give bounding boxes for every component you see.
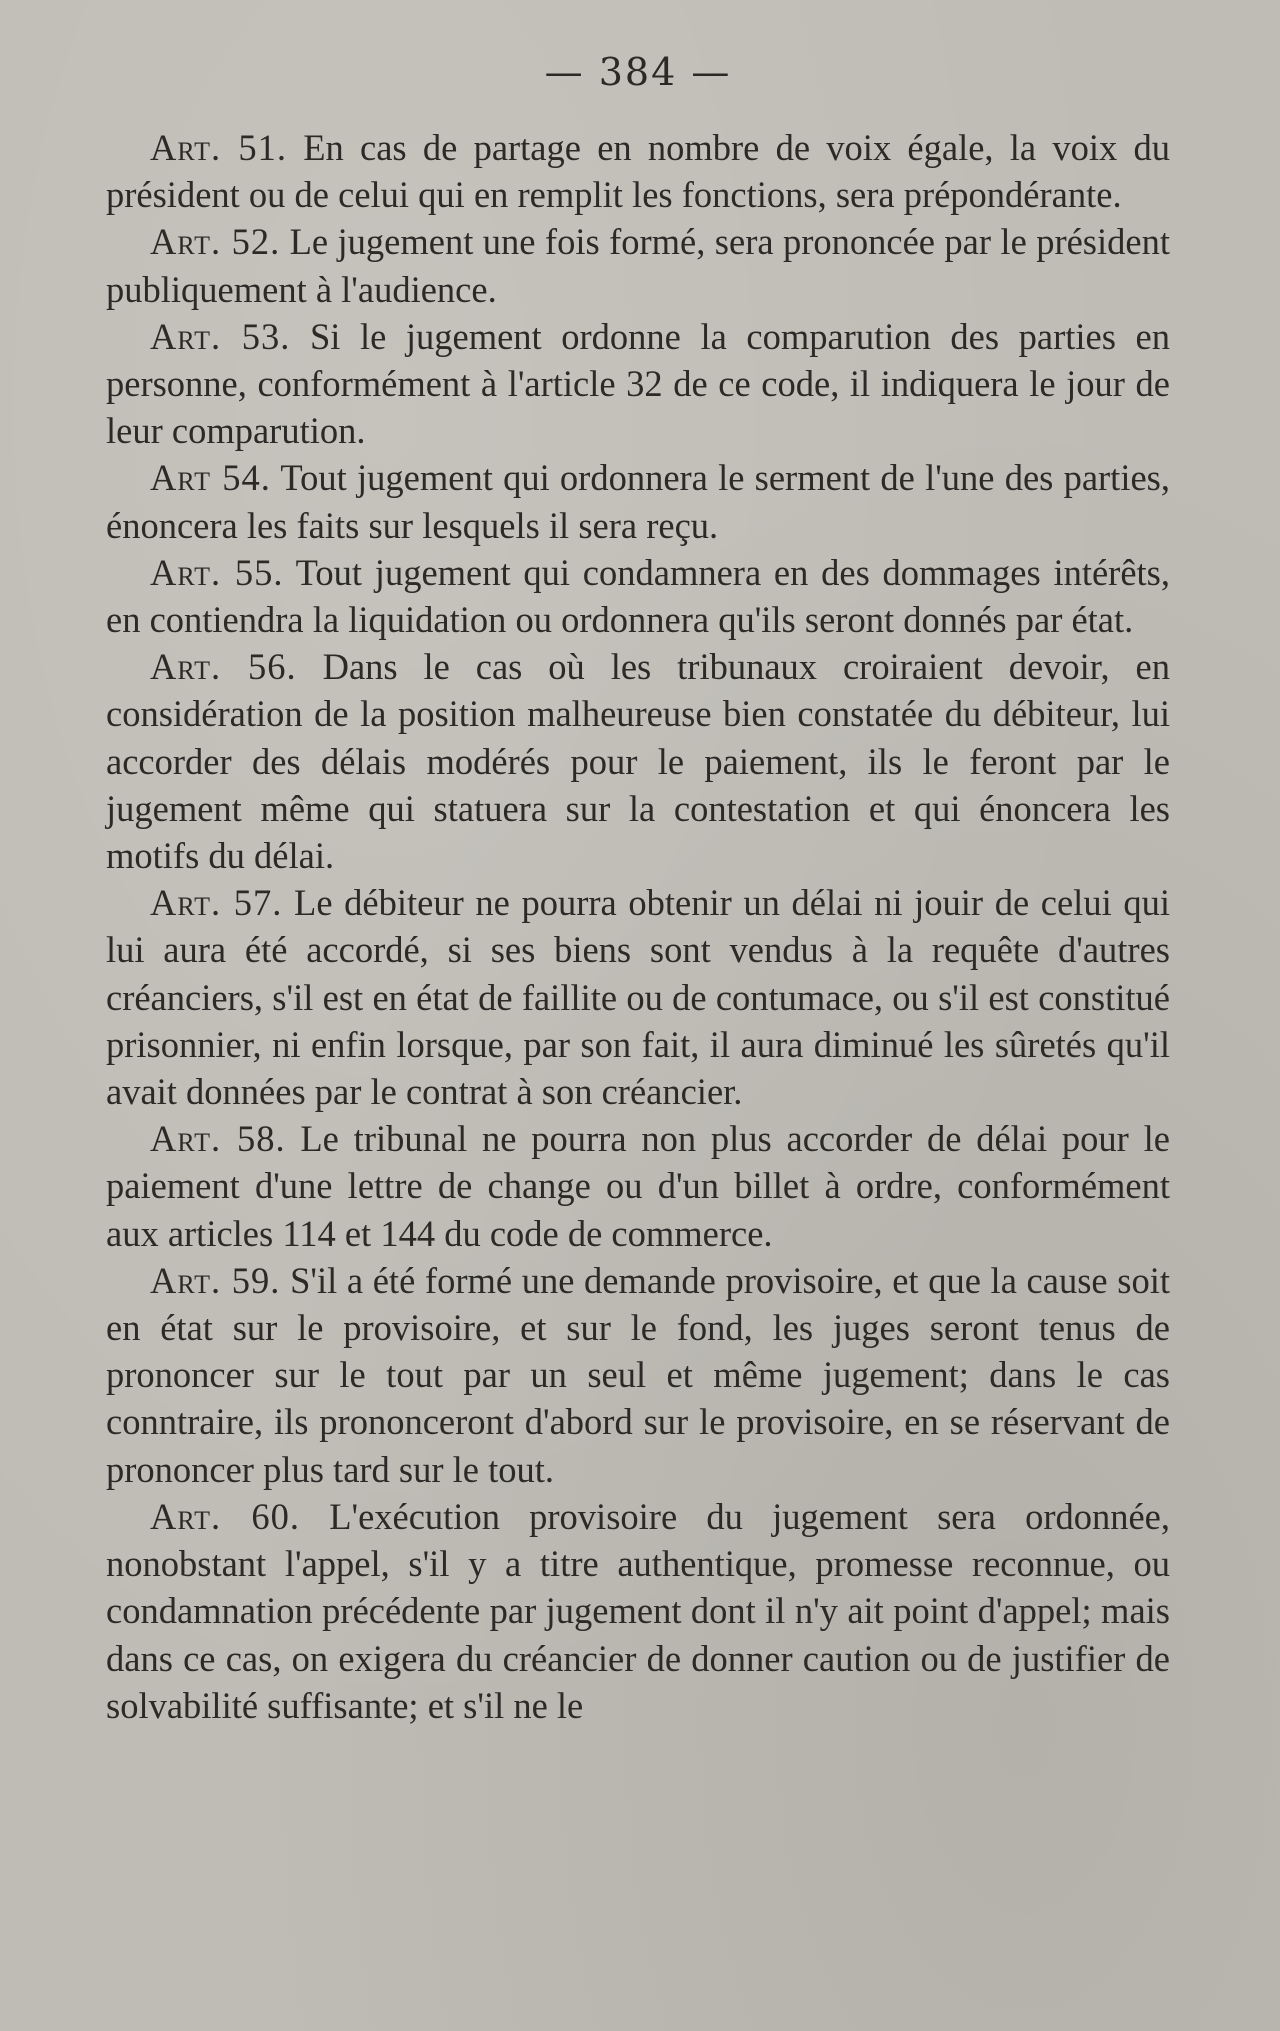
article-text: Le jugement une fois formé, sera prononcée par le président publiquement à l'audience. xyxy=(106,221,1170,310)
article-text: L'exécution provisoire du jugement sera ordonnée, nonobstant l'appel, s'il y a titre authentique, promesse reconnue, ou condamnation précédente par jugement dont il n'y ait point d'appel; mais dans ce cas, on exigera du créancier de donner caution ou de justifier de solvabilité suffisante; et s'il ne le xyxy=(106,1495,1170,1726)
article-text: En cas de partage en nombre de voix égale, la voix du président ou de celui qui en remplit les fonctions, sera prépondérante. xyxy=(106,127,1170,216)
article-label: Art. 53. xyxy=(150,315,291,357)
article-label: Art. 57. xyxy=(150,882,283,924)
article-text: Le tribunal ne pourra non plus accorder de délai pour le paiement d'une lettre de change ou d'un billet à ordre, conformément aux articles 114 et 144 du code de commerce. xyxy=(106,1118,1170,1254)
article-label: Art. 55. xyxy=(150,551,284,593)
article-label: Art 54. xyxy=(150,457,271,499)
article-text: Tout jugement qui ordonnera le serment de l'une des parties, énoncera les faits sur lesquels il sera reçu. xyxy=(106,457,1170,546)
article-label: Art. 60. xyxy=(150,1495,300,1537)
article-58 xyxy=(106,1115,1170,1257)
article-text: Le débiteur ne pourra obtenir un délai ni jouir de celui qui lui aura été accordé, si ses biens sont vendus à la requête d'autres créanciers, s'il est en état de faillite ou de contumace, ou s'il est constitué prisonnier, ni enfin lorsque, par son fait, il aura diminué les sûretés qu'il avait données par le contrat à son créancier. xyxy=(106,882,1170,1113)
article-label: Art. 59. xyxy=(150,1259,281,1301)
article-60 xyxy=(106,1493,1170,1729)
article-text: Si le jugement ordonne la comparution des parties en personne, conformément à l'article 32 de ce code, il indiquera le jour de leur comparution. xyxy=(106,315,1170,452)
article-52 xyxy=(106,218,1170,312)
article-56 xyxy=(106,643,1170,879)
article-59 xyxy=(106,1257,1170,1493)
page-number: — 384 — xyxy=(544,50,732,94)
article-53 xyxy=(106,313,1170,455)
article-text: S'il a été formé une demande provisoire, et que la cause soit en état sur le provisoire, et sur le fond, les juges seront tenus de prononcer sur le tout par un seul et même jugement; dans le cas conntraire, ils prononceront d'abord sur le provisoire, en se réservant de prononcer plus tard sur le tout. xyxy=(106,1259,1170,1490)
article-51 xyxy=(106,124,1170,218)
article-label: Art. 58. xyxy=(150,1118,286,1160)
article-text: Dans le cas où les tribunaux croiraient devoir, en considération de la position malheureuse bien constatée du débiteur, lui accorder des délais modérés pour le paiement, ils le feront par le jugement même qui statuera sur la contestation et qui énoncera les motifs du délai. xyxy=(106,646,1170,877)
article-55 xyxy=(106,549,1170,643)
article-54 xyxy=(106,454,1170,548)
article-label: Art. 51. xyxy=(150,127,288,168)
article-57 xyxy=(106,879,1170,1115)
article-text: Tout jugement qui condamnera en des dommages intérêts, en contiendra la liquidation ou ordonnera qu'ils seront donnés par état. xyxy=(106,551,1170,641)
article-label: Art. 52. xyxy=(150,221,281,263)
article-label: Art. 56. xyxy=(150,646,297,688)
